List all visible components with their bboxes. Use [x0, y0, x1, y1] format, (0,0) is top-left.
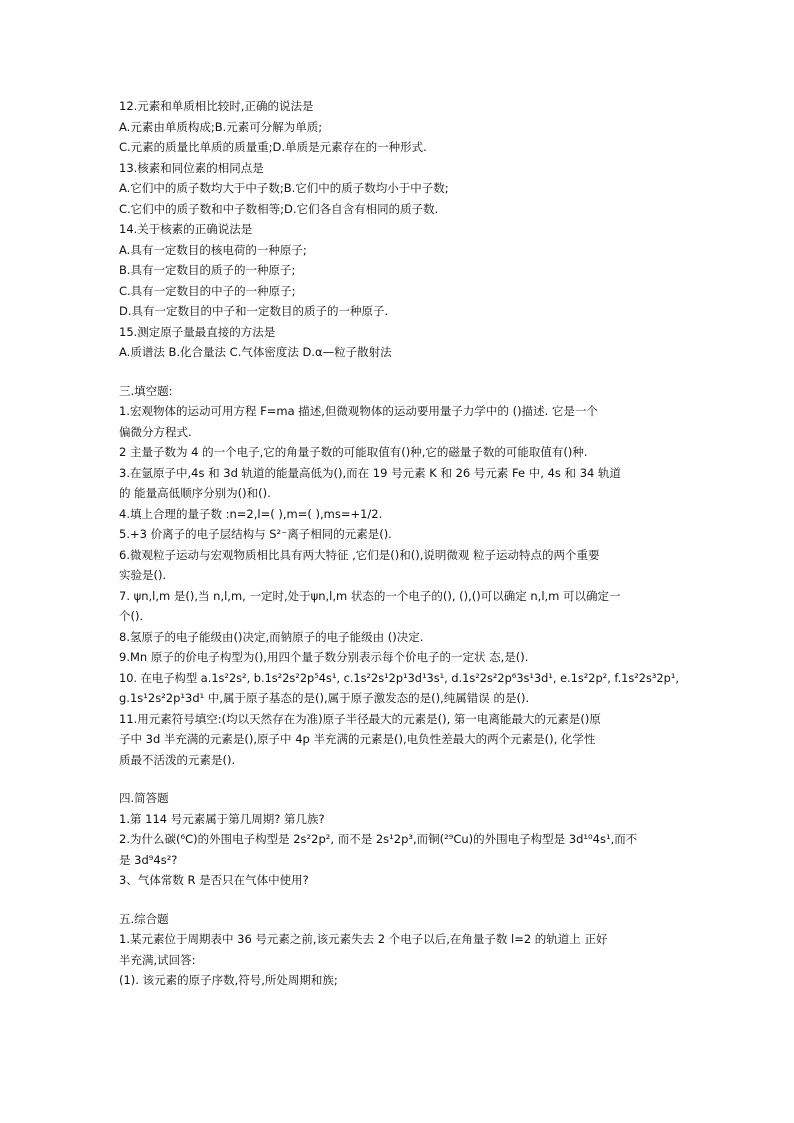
fill-6-line-1: 6.微观粒子运动与宏观物质相比具有两大特征 ,它们是()和(),说明微观 粒子运动特点的两个重要 [119, 547, 600, 562]
question-14-option-c: C.具有一定数目的中子的一种原子; [119, 283, 296, 298]
question-14-option-d: D.具有一定数目的中子和一定数目的质子的一种原子. [119, 304, 389, 318]
fill-7-line-2: 个(). [119, 609, 144, 623]
fill-10-line-2: g.1s¹2s²2p¹3d¹ 中,属于原子基态的是(),属于原子激发态的是(),纯属错误 的是(). [119, 691, 530, 705]
spacer [119, 770, 679, 788]
question-13-options-ab: A.它们中的质子数均大于中子数;B.它们中的质子数均小于中子数; [119, 181, 449, 195]
comprehensive-1-line-1: 1.某元素位于周期表中 36 号元素之前,该元素失去 2 个电子以后,在角量子数 l=2 的轨道上 正好 [119, 932, 608, 946]
short-answer-1: 1.第 114 号元素属于第几周期? 第几族? [119, 811, 325, 826]
question-14-title: 14.关于核素的正确说法是 [119, 222, 253, 236]
fill-11-line-3: 质最不活泼的元素是(). [119, 752, 236, 767]
fill-7-line-1: 7. ψn,l,m 是(),当 n,l,m, 一定时,处于ψn,l,m 状态的一个电子的(), (),()可以确定 n,l,m 可以确定一 [119, 588, 621, 603]
fill-1-line-2: 偏微分方程式. [119, 424, 192, 439]
spacer [119, 363, 679, 381]
section-3-heading: 三.填空题: [119, 383, 173, 398]
question-14-option-a: A.具有一定数目的核电荷的一种原子; [119, 242, 307, 257]
fill-6-line-2: 实验是(). [119, 568, 167, 582]
fill-4: 4.填上合理的量子数 :n=2,l=( ),m=( ),ms=+1/2. [119, 506, 383, 521]
section-5-heading: 五.综合题 [119, 911, 169, 926]
spacer [119, 891, 679, 909]
short-answer-2-line-2: 是 3d⁹4s²? [119, 852, 178, 867]
fill-8: 8.氢原子的电子能级由()决定,而钠原子的电子能级由 ()决定. [119, 629, 424, 644]
question-12-options-ab: A.元素由单质构成;B.元素可分解为单质; [119, 119, 323, 134]
fill-1-line-1: 1.宏观物体的运动可用方程 F=ma 描述,但微观物体的运动要用量子力学中的 ()描述. 它是一个 [119, 404, 598, 418]
question-15-options: A.质谱法 B.化合量法 C.气体密度法 D.α—粒子散射法 [119, 345, 392, 359]
fill-2: 2 主量子数为 4 的一个电子,它的角量子数的可能取值有()种,它的磁量子数的可能取值有()种. [119, 445, 588, 459]
question-15-title: 15.测定原子量最直接的方法是 [119, 324, 276, 339]
fill-11-line-1: 11.用元素符号填空:(均以天然存在为准)原子半径最大的元素是(), 第一电离能最大的元素是()原 [119, 711, 601, 726]
fill-10-line-1: 10. 在电子构型 a.1s²2s², b.1s²2s²2p⁵4s¹, c.1s²2s¹2p¹3d¹3s¹, d.1s²2s²2p⁶3s¹3d¹, e.1s²2p², f.1s²2s³2p¹, [119, 670, 679, 685]
short-answer-2-line-1: 2.为什么碳(⁶C)的外围电子构型是 2s²2p², 而不是 2s¹2p³,而铜(²⁹Cu)的外围电子构型是 3d¹⁰4s¹,而不 [119, 832, 638, 846]
fill-5: 5.+3 价离子的电子层结构与 S²⁻离子相同的元素是(). [119, 527, 392, 541]
fill-3-line-2: 的 能量高低顺序分别为()和(). [119, 486, 271, 500]
fill-11-line-2: 子中 3d 半充满的元素是(),原子中 4p 半充满的元素是(),电负性差最大的两个元素是(), 化学性 [119, 732, 596, 746]
comprehensive-1-line-2: 半充满,试回答: [119, 952, 196, 967]
question-14-option-b: B.具有一定数目的质子的一种原子; [119, 263, 296, 277]
comprehensive-1-sub-1: (1). 该元素的原子序数,符号,所处周期和族; [119, 973, 338, 987]
question-12-title: 12.元素和单质相比较时,正确的说法是 [119, 99, 314, 113]
fill-3-line-1: 3.在氩原子中,4s 和 3d 轨道的能量高低为(),而在 19 号元素 K 和 26 号元素 Fe 中, 4s 和 34 轨道 [119, 465, 621, 480]
document-body [119, 96, 679, 991]
short-answer-3: 3、气体常数 R 是否只在气体中使用? [119, 873, 309, 887]
section-4-heading: 四.简答题 [119, 791, 169, 805]
fill-9: 9.Mn 原子的价电子构型为(),用四个量子数分别表示每个价电子的一定状 态,是(). [119, 650, 529, 664]
question-12-options-cd: C.元素的质量比单质的质量重;D.单质是元素存在的一种形式. [119, 140, 427, 154]
question-13-options-cd: C.它们中的质子数和中子数相等;D.它们各自含有相同的质子数. [119, 201, 439, 216]
question-13-title: 13.核素和同位素的相同点是 [119, 160, 264, 175]
